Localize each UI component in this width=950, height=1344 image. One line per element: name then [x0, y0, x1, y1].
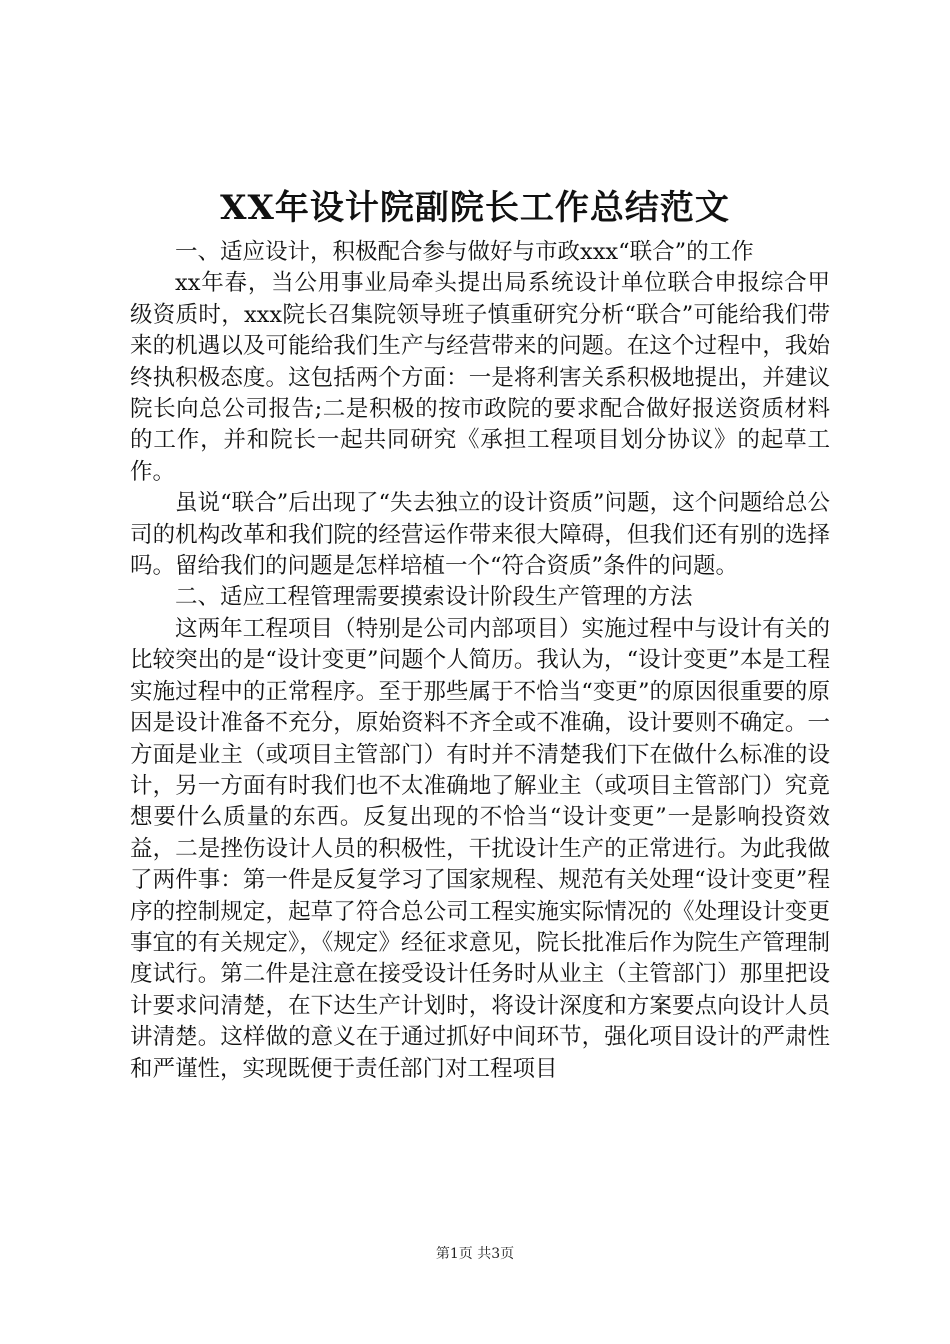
document-title: XX年设计院副院长工作总结范文 [220, 188, 730, 228]
body-paragraph: 虽说“联合”后出现了“失去独立的设计资质”问题，这个问题给总公司的机构改革和我们院的经营运作带来很大障碍，但我们还有别的选择吗。留给我们的问题是怎样培植一个“符合资质”条件的问题。 [130, 490, 830, 580]
body-paragraph: 这两年工程项目（特别是公司内部项目）实施过程中与设计有关的比较突出的是“设计变更”问题个人简历。我认为，“设计变更”本是工程实施过程中的正常程序。至于那些属于不恰当“变更”的原因很重要的原因是设计准备不充分，原始资料不齐全或不准确，设计要则不确定。一方面是业主（或项目主管部门）有时并不清楚我们下在做什么标准的设计，另一方面有时我们也不太准确地了解业主（或项目主管部门）究竟想要什么质量的东西。反复出现的不恰当“设计变更”一是影响投资效益，二是挫伤设计人员的积极性，干扰设计生产的正常进行。为此我做了两件事：第一件是反复学习了国家规程、规范有关处理“设计变更”程序的控制规定，起草了符合总公司工程实施实际情况的《处理设计变更事宜的有关规定》，《规定》经征求意见，院长批准后作为院生产管理制度试行。第二件是注意在接受设计任务时从业主（主管部门）那里把设计要求问清楚，在下达生产计划时，将设计深度和方案要点向设计人员讲清楚。这样做的意义在于通过抓好中间环节，强化项目设计的严肃性和严谨性，实现既便于责任部门对工程项目 [130, 615, 830, 1082]
section-heading-1: 一、适应设计，积极配合参与做好与市政xxx“联合”的工作 [175, 239, 754, 265]
body-paragraph: xx年春，当公用事业局牵头提出局系统设计单位联合申报综合甲级资质时，xxx院长召集院领导班子慎重研究分析“联合”可能给我们带来的机遇以及可能给我们生产与经营带来的问题。在这个过程中，我始终执积极态度。这包括两个方面：一是将利害关系积极地提出，并建议院长向总公司报告;二是积极的按市政院的要求配合做好报送资质材料的工作，并和院长一起共同研究《承担工程项目划分协议》的起草工作。 [130, 270, 830, 485]
page-footer: 第1页 共3页 [435, 1246, 515, 1262]
document-body [130, 237, 830, 1085]
section-heading-2: 二、适应工程管理需要摸索设计阶段生产管理的方法 [175, 584, 693, 611]
